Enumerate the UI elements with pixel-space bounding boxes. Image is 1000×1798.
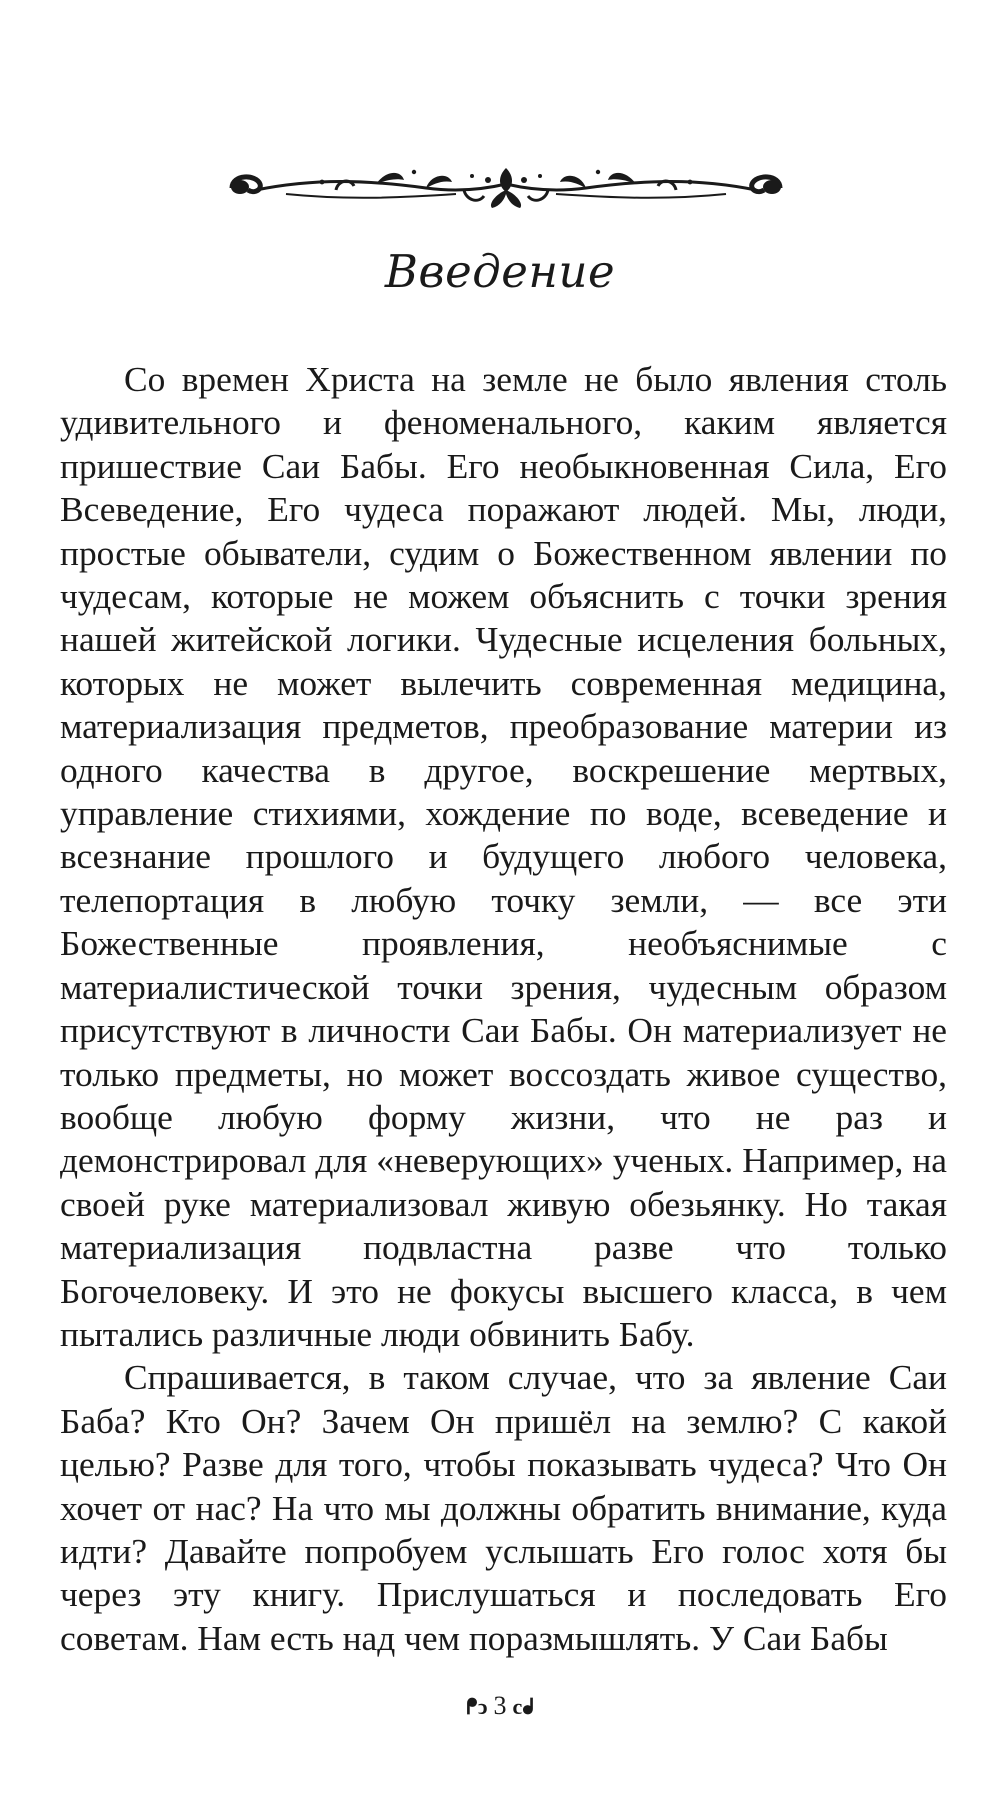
- chapter-body: [60, 358, 947, 1660]
- right-flourish-icon: cᖱ: [512, 1694, 534, 1719]
- paragraph: Со времен Христа на земле не было явления столь удивительного и феноменального, каким является пришествие Саи Бабы. Его необыкновенная Сила, Его Всеведение, Его чудеса поражают людей. Мы, люди, простые обыватели, судим о Божественном явлении по чудесам, которые не можем объяснить с точки зрения нашей житейской логики. Чудесные исцеления больных, которых не может вылечить современная медицина, материализация предметов, преобразование материи из одного качества в другое, воскрешение мертвых, управление стихиями, хождение по воде, всеведение и всезнание прошлого и будущего любого человека, телепортация в любую точку земли, — все эти Божественные проявления, необъяснимые с материалистической точки зрения, чудесным образом присутствуют в личности Саи Бабы. Он материализует не только предметы, но может воссоздать живое существо, вообще любую форму жизни, что не раз и демонстрировал для «неверующих» ученых. Например, на своей руке материализовал живую обезьянку. Но такая материализация подвластна разве что только Богочеловеку. И это не фокусы высшего класса, в чем пытались различные люди обвинить Бабу.: [60, 359, 947, 1354]
- floral-divider-icon: [226, 160, 786, 212]
- chapter-title: Введение: [384, 245, 616, 298]
- left-flourish-icon: ᖰↄ: [466, 1694, 488, 1719]
- paragraph: Спрашивается, в таком случае, что за явление Саи Баба? Кто Он? Зачем Он пришёл на землю? С какой целью? Разве для того, чтобы показывать чудеса? Что Он хочет от нас? На что мы должны обратить внимание, куда идти? Давайте попробуем услышать Его голос хотя бы через эту книгу. Прислушаться и последовать Его советам. Нам есть над чем поразмышлять. У Саи Бабы: [60, 1357, 947, 1658]
- page-number-footer: [0, 1690, 1000, 1723]
- page-number: 3: [493, 1691, 507, 1720]
